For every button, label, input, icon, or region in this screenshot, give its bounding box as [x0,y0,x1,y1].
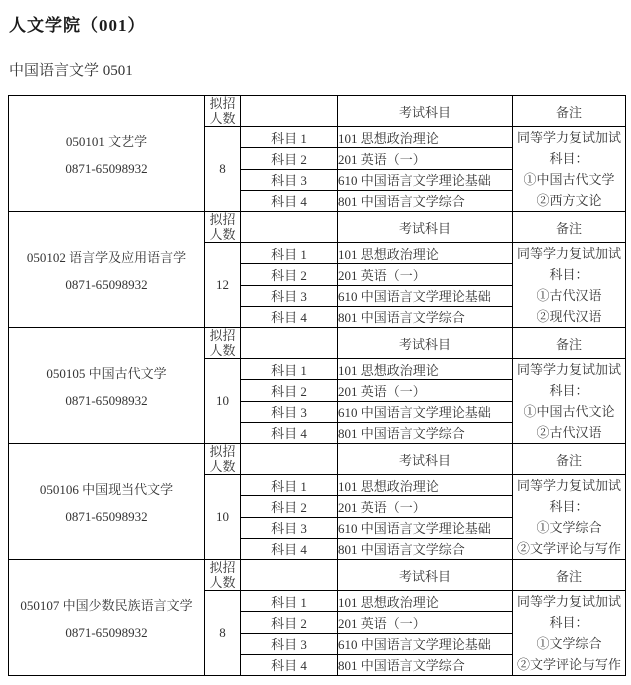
page-subtitle: 中国语言文学 0501 [9,63,133,79]
remarks-cell [513,591,626,676]
enrollment-value: 10 [205,359,241,444]
program-name: 050102 语言学及应用语言学 [26,249,187,265]
remark-line: ②西方文论 [536,193,602,208]
remark-line: ②文学评论与写作 [516,657,621,672]
exam-subjects-header: 考试科目 [338,560,513,591]
remark-line: 科目： [549,151,589,166]
remark-line: ②古代汉语 [536,425,602,440]
remarks-cell [513,359,626,444]
subject-label: 科目 1 [241,359,338,380]
subject-name: 101 思想政治理论 [338,359,513,380]
enrollment-value: 8 [205,591,241,676]
remark-line: ①文学综合 [536,636,602,651]
enrollment-header: 拟招人数 [205,96,241,127]
subject-name: 610 中国语言文学理论基础 [338,169,513,190]
spacer-cell [241,96,338,127]
program-phone: 0871-65098932 [65,508,148,524]
subject-label: 科目 4 [241,306,338,327]
remark-line: 同等学力复试加试 [516,594,621,609]
subject-label: 科目 1 [241,243,338,264]
subject-label: 科目 3 [241,517,338,538]
remark-line: 科目： [549,499,589,514]
subject-label: 科目 2 [241,148,338,169]
remark-line: ②现代汉语 [536,309,602,324]
program-group-table [8,211,626,328]
exam-subjects-header: 考试科目 [338,96,513,127]
subject-name: 201 英语（一） [338,380,513,401]
remark-line: ①古代汉语 [536,288,602,303]
spacer-cell [241,560,338,591]
program-group-table [8,95,626,212]
program-cell [9,444,205,560]
spacer-cell [241,212,338,243]
enrollment-value: 12 [205,243,241,328]
subject-name: 201 英语（一） [338,496,513,517]
program-group-table [8,327,626,444]
remark-line: 科目： [549,615,589,630]
remarks-cell [513,475,626,560]
subject-name: 801 中国语言文学综合 [338,654,513,675]
enrollment-header: 拟招人数 [205,212,241,243]
subject-name: 801 中国语言文学综合 [338,422,513,443]
program-name: 050101 文艺学 [65,133,148,149]
program-phone: 0871-65098932 [65,160,148,176]
subject-name: 101 思想政治理论 [338,243,513,264]
subject-name: 101 思想政治理论 [338,127,513,148]
subject-name: 801 中国语言文学综合 [338,306,513,327]
spacer-cell [241,444,338,475]
enrollment-header: 拟招人数 [205,560,241,591]
subject-label: 科目 2 [241,380,338,401]
subject-name: 610 中国语言文学理论基础 [338,401,513,422]
subject-label: 科目 3 [241,285,338,306]
subject-name: 801 中国语言文学综合 [338,538,513,559]
subject-name: 201 英语（一） [338,264,513,285]
subject-name: 101 思想政治理论 [338,475,513,496]
enrollment-value: 10 [205,475,241,560]
subject-label: 科目 4 [241,538,338,559]
remark-line: 同等学力复试加试 [516,130,621,145]
subject-label: 科目 1 [241,127,338,148]
group-header-row [9,560,626,591]
subject-name: 201 英语（一） [338,148,513,169]
subject-label: 科目 4 [241,190,338,211]
program-name: 050107 中国少数民族语言文学 [20,597,193,613]
remarks-header: 备注 [513,560,626,591]
remark-line: 科目： [549,383,589,398]
remark-line: 同等学力复试加试 [516,478,621,493]
remark-line: ①中国古代文学 [523,172,615,187]
program-cell [9,212,205,328]
remark-line: ①中国古代文论 [523,404,615,419]
program-name: 050105 中国古代文学 [46,365,167,381]
remark-line: ①文学综合 [536,520,602,535]
remarks-cell [513,127,626,212]
remark-line: 同等学力复试加试 [516,362,621,377]
subject-label: 科目 2 [241,496,338,517]
program-group-table [8,443,626,560]
remark-line: ②文学评论与写作 [516,541,621,556]
subject-label: 科目 2 [241,264,338,285]
remarks-header: 备注 [513,212,626,243]
remarks-header: 备注 [513,444,626,475]
subject-name: 610 中国语言文学理论基础 [338,633,513,654]
enrollment-value: 8 [205,127,241,212]
remark-line: 同等学力复试加试 [516,246,621,261]
subject-label: 科目 2 [241,612,338,633]
group-header-row [9,212,626,243]
subject-name: 201 英语（一） [338,612,513,633]
program-phone: 0871-65098932 [65,276,148,292]
group-header-row [9,444,626,475]
enrollment-header: 拟招人数 [205,444,241,475]
program-cell [9,328,205,444]
subject-name: 101 思想政治理论 [338,591,513,612]
program-cell [9,96,205,212]
enrollment-header: 拟招人数 [205,328,241,359]
subject-label: 科目 3 [241,169,338,190]
subject-label: 科目 4 [241,422,338,443]
subject-label: 科目 1 [241,475,338,496]
program-phone: 0871-65098932 [65,392,148,408]
subject-name: 610 中国语言文学理论基础 [338,285,513,306]
subject-label: 科目 3 [241,633,338,654]
program-cell [9,560,205,676]
subject-name: 801 中国语言文学综合 [338,190,513,211]
spacer-cell [241,328,338,359]
remarks-header: 备注 [513,328,626,359]
page-title: 人文学院（001） [9,16,146,35]
subject-label: 科目 1 [241,591,338,612]
subject-label: 科目 4 [241,654,338,675]
exam-subjects-header: 考试科目 [338,212,513,243]
program-group-table [8,559,626,676]
group-header-row [9,96,626,127]
subject-name: 610 中国语言文学理论基础 [338,517,513,538]
program-name: 050106 中国现当代文学 [39,481,174,497]
remarks-cell [513,243,626,328]
program-phone: 0871-65098932 [65,624,148,640]
subject-label: 科目 3 [241,401,338,422]
remark-line: 科目： [549,267,589,282]
remarks-header: 备注 [513,96,626,127]
group-header-row [9,328,626,359]
exam-subjects-header: 考试科目 [338,328,513,359]
exam-subjects-header: 考试科目 [338,444,513,475]
